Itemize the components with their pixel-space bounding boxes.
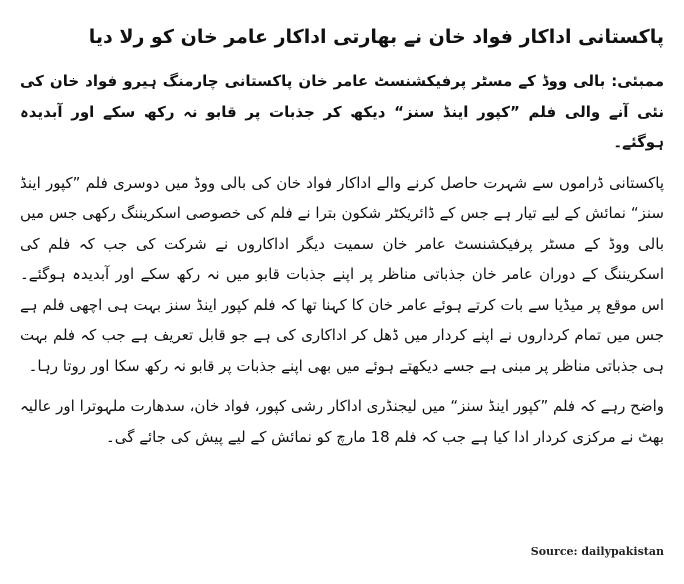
dateline: ممبئی: xyxy=(611,72,664,90)
lead-text: بالی ووڈ کے مسٹر پرفیکشنسٹ عامر خان پاکستانی چارمنگ ہیرو فواد خان کی نئی آنے والی فلم ”کپور اینڈ سنز“ دیکھ کر جذبات پر قابو نہ رکھ سکے اور آبدیدہ ہوگئے۔ xyxy=(20,72,664,151)
body-paragraph-1: پاکستانی ڈراموں سے شہرت حاصل کرنے والے اداکار فواد خان کی بالی ووڈ میں دوسری فلم ”کپور اینڈ سنز“ نمائش کے لیے تیار ہے جس کے ڈائریکٹر شکون بترا نے فلم کی خصوصی اسکریننگ رکھی جس میں بالی ووڈ کے مسٹر پرفیکشنسٹ عامر خان سمیت دیگر اداکاروں نے شرکت کی جب کہ فلم کی اسکریننگ کے دوران عامر خان جذباتی مناظر پر اپنے جذبات قابو میں نہ رکھ سکے اور آبدیدہ ہوگئے۔ اس موقع پر میڈیا سے بات کرتے ہوئے عامر خان کا کہنا تھا کہ فلم کپور اینڈ سنز بہت ہی اچھی فلم ہے جس میں تمام کرداروں نے اپنے کردار میں ڈھل کر اداکاری کی ہے جو قابل تعریف ہے جب کہ فلم بہت ہی جذباتی مناظر پر مبنی ہے جسے دیکھتے ہوئے میں بھی اپنے جذبات پر قابو نہ رکھ سکا اور روتا رہا۔ xyxy=(20,173,664,375)
source-credit: Source: dailypakistan xyxy=(530,545,664,558)
lead-paragraph xyxy=(20,66,664,158)
body-paragraph-2: واضح رہے کہ فلم ”کپور اینڈ سنز“ میں لیجنڈری اداکار رشی کپور، فواد خان، سدھارت ملہوترا اور عالیہ بھٹ نے مرکزی کردار ادا کیا ہے جب کہ فلم 18 مارچ کو نمائش کے لیے پیش کی جائے گی۔ xyxy=(20,397,664,446)
article-headline: پاکستانی اداکار فواد خان نے بھارتی اداکار عامر خان کو رلا دیا xyxy=(88,26,664,48)
